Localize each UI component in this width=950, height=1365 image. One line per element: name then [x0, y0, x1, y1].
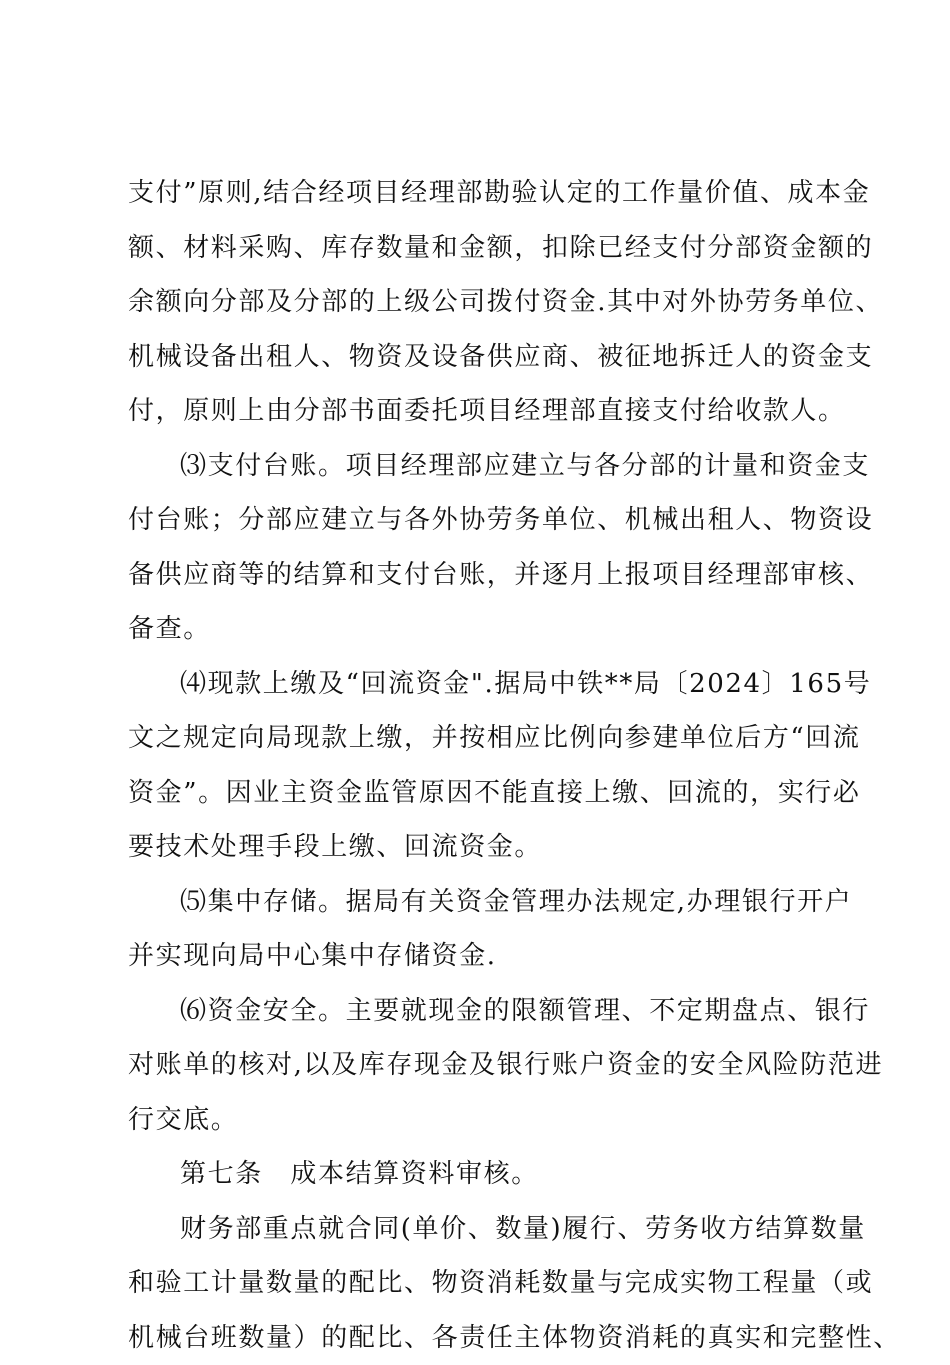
- paragraph-cash-remittance: [128, 657, 848, 875]
- text-line: 资金”。因业主资金监管原因不能直接上缴、回流的，实行必: [128, 766, 848, 821]
- text-line: 余额向分部及分部的上级公司拨付资金.其中对外协劳务单位、: [128, 275, 848, 330]
- text-line: 备供应商等的结算和支付台账，并逐月上报项目经理部审核、: [128, 548, 848, 603]
- text-line: 文之规定向局现款上缴，并按相应比例向参建单位后方“回流: [128, 711, 848, 766]
- document-body: [128, 166, 848, 1365]
- text-line: ⑸集中存储。据局有关资金管理办法规定,办理银行开户: [128, 875, 848, 930]
- text-line: 要技术处理手段上缴、回流资金。: [128, 820, 848, 875]
- text-line: 行交底。: [128, 1093, 848, 1148]
- text-line: ⑶支付台账。项目经理部应建立与各分部的计量和资金支: [128, 439, 848, 494]
- text-line: 备查。: [128, 602, 848, 657]
- text-line: 付台账；分部应建立与各外协劳务单位、机械出租人、物资设: [128, 493, 848, 548]
- paragraph-cost-review: [128, 1202, 848, 1365]
- text-line: ⑹资金安全。主要就现金的限额管理、不定期盘点、银行: [128, 984, 848, 1039]
- text-line: 付，原则上由分部书面委托项目经理部直接支付给收款人。: [128, 384, 848, 439]
- text-line: 财务部重点就合同(单价、数量)履行、劳务收方结算数量: [128, 1202, 848, 1257]
- text-line: 对账单的核对,以及库存现金及银行账户资金的安全风险防范进: [128, 1038, 848, 1093]
- text-line: 支付”原则,结合经项目经理部勘验认定的工作量价值、成本金: [128, 166, 848, 221]
- paragraph-centralized-storage: [128, 875, 848, 984]
- paragraph-payment-principle: [128, 166, 848, 439]
- text-line: ⑷现款上缴及“回流资金".据局中铁**局〔2024〕165号: [128, 657, 848, 712]
- text-line: 额、材料采购、库存数量和金额，扣除已经支付分部资金额的: [128, 221, 848, 276]
- paragraph-fund-security: [128, 984, 848, 1148]
- text-line: 和验工计量数量的配比、物资消耗数量与完成实物工程量（或: [128, 1256, 848, 1311]
- paragraph-payment-ledger: [128, 439, 848, 657]
- article-heading-seven: [128, 1147, 848, 1202]
- text-line: 机械设备出租人、物资及设备供应商、被征地拆迁人的资金支: [128, 330, 848, 385]
- text-line: 机械台班数量）的配比、各责任主体物资消耗的真实和完整性、: [128, 1311, 848, 1365]
- text-line: 并实现向局中心集中存储资金.: [128, 929, 848, 984]
- text-line: 第七条 成本结算资料审核。: [128, 1147, 848, 1202]
